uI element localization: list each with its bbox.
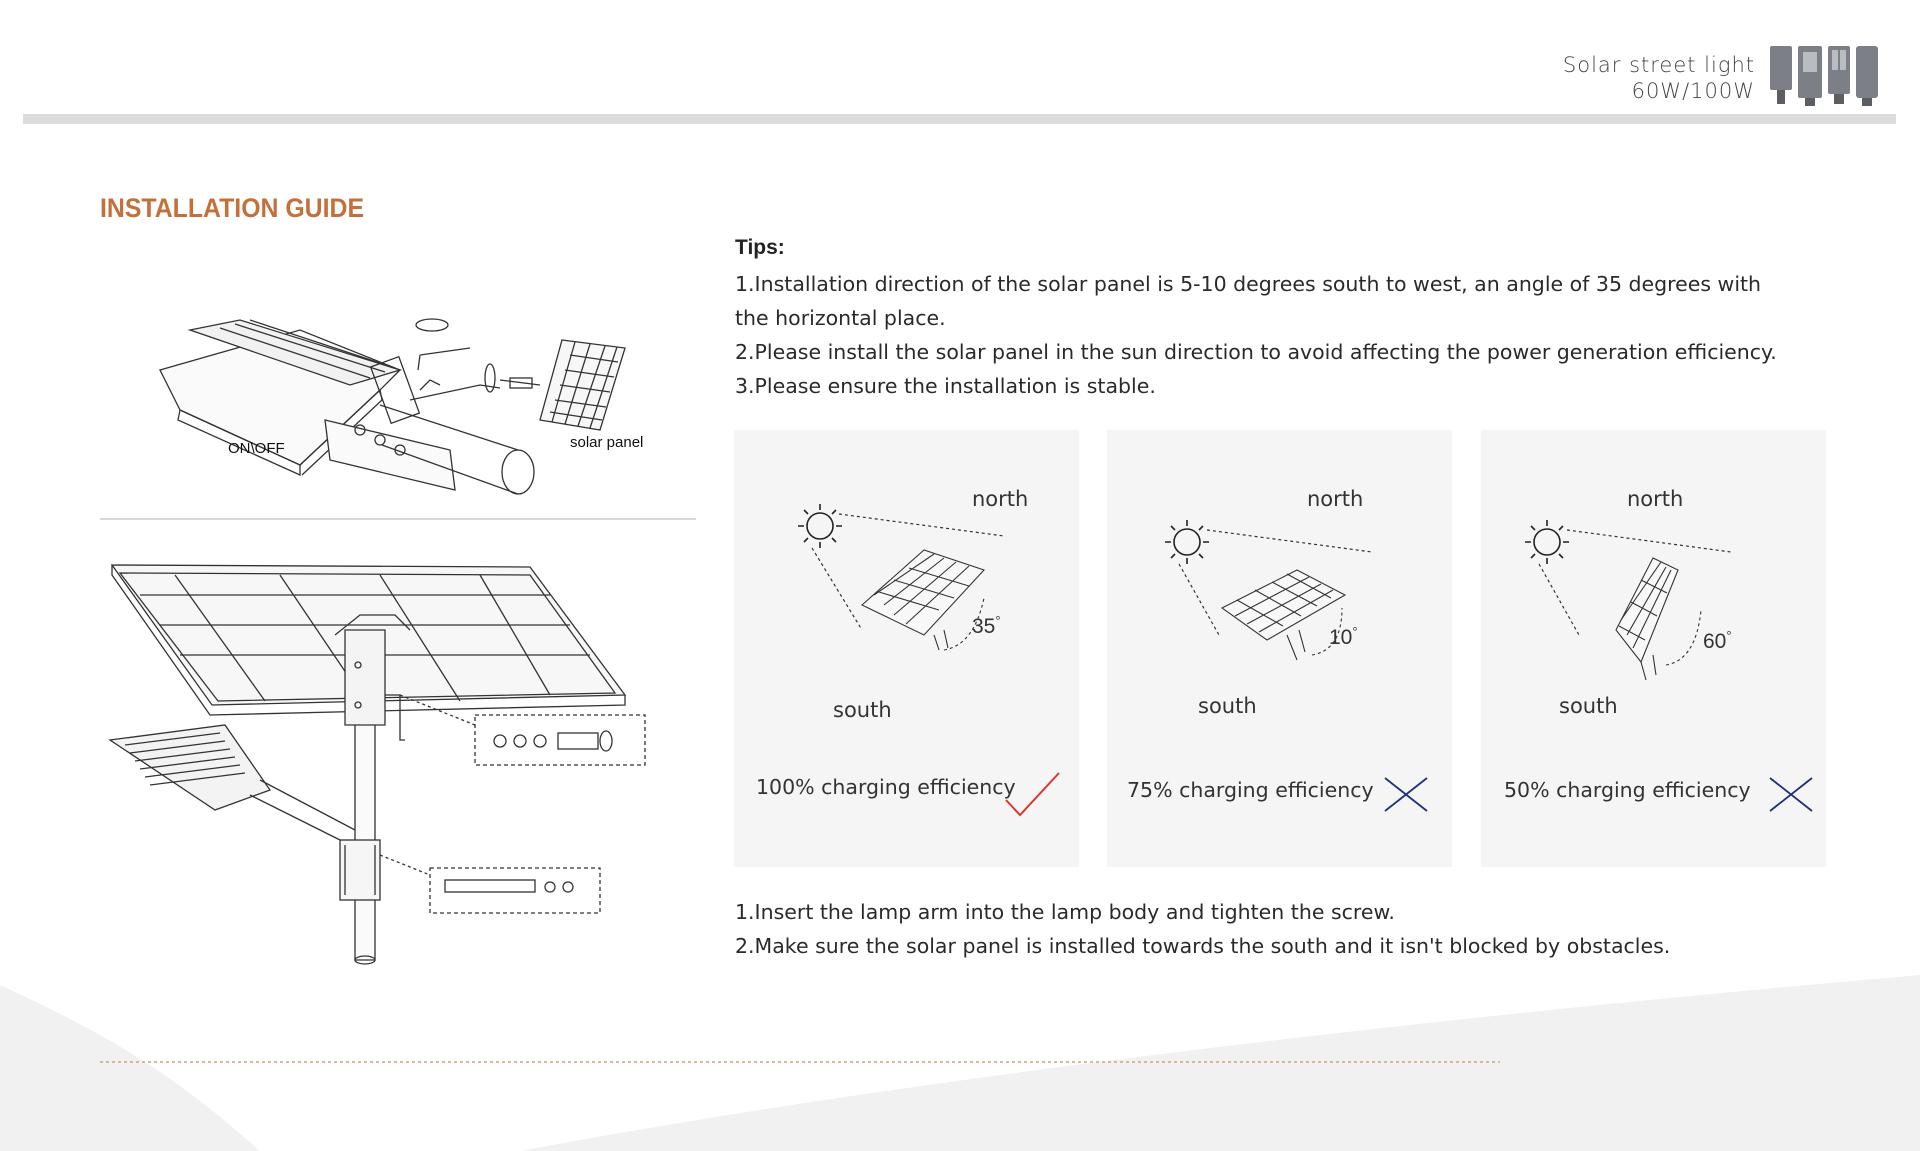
header-rule xyxy=(23,114,1896,124)
tip-line-4: 3.Please ensure the installation is stable. xyxy=(735,374,1156,398)
north-label: north xyxy=(1307,487,1364,511)
tips-heading: Tips: xyxy=(735,236,785,259)
left-divider xyxy=(100,518,696,520)
angle-label: 60° xyxy=(1703,628,1732,653)
south-label: south xyxy=(1559,694,1618,718)
product-title-line1: Solar street light xyxy=(1562,53,1755,77)
pole-mount-drawing xyxy=(100,555,660,975)
efficiency-label: 100% charging efficiency xyxy=(756,775,1016,799)
south-label: south xyxy=(1198,694,1257,718)
angle-label: 35° xyxy=(972,613,1001,638)
cross-icon xyxy=(1767,775,1817,815)
street-light-product-icons xyxy=(1768,42,1880,108)
south-label: south xyxy=(833,698,892,722)
angle-label: 10° xyxy=(1329,624,1358,649)
product-title-line2: 60W/100W xyxy=(1631,79,1755,103)
product-title xyxy=(1563,52,1755,104)
orientation-card-1 xyxy=(734,430,1079,867)
tip-line-3: 2.Please install the solar panel in the sun direction to avoid affecting the power generation efficiency. xyxy=(735,340,1777,364)
north-label: north xyxy=(972,487,1029,511)
orientation-card-3 xyxy=(1481,430,1826,867)
sun-icon xyxy=(807,513,833,539)
sun-icon xyxy=(1174,529,1200,555)
north-label: north xyxy=(1627,487,1684,511)
tip-line-1: 1.Installation direction of the solar panel is 5-10 degrees south to west, an angle of 35 degrees with xyxy=(735,272,1762,296)
tip-line-2: the horizontal place. xyxy=(735,306,946,330)
note-line-1: 1.Insert the lamp arm into the lamp body and tighten the screw. xyxy=(735,900,1395,924)
note-line-2: 2.Make sure the solar panel is installed towards the south and it isn't blocked by obstacles. xyxy=(735,934,1671,958)
panel-label: solar panel xyxy=(570,434,644,451)
check-icon xyxy=(1004,770,1064,820)
efficiency-label: 75% charging efficiency xyxy=(1127,778,1374,802)
solar-panel-icon xyxy=(862,550,984,650)
solar-panel-icon xyxy=(1616,558,1701,680)
orientation-card-2 xyxy=(1107,430,1452,867)
solar-panel-icon xyxy=(1222,570,1345,660)
efficiency-label: 50% charging efficiency xyxy=(1504,778,1751,802)
sun-icon xyxy=(1534,529,1560,555)
switch-label: ON\OFF xyxy=(228,440,285,457)
cross-icon xyxy=(1382,775,1432,815)
lamp-assembly-drawing xyxy=(150,300,670,500)
section-title: INSTALLATION GUIDE xyxy=(100,193,365,223)
